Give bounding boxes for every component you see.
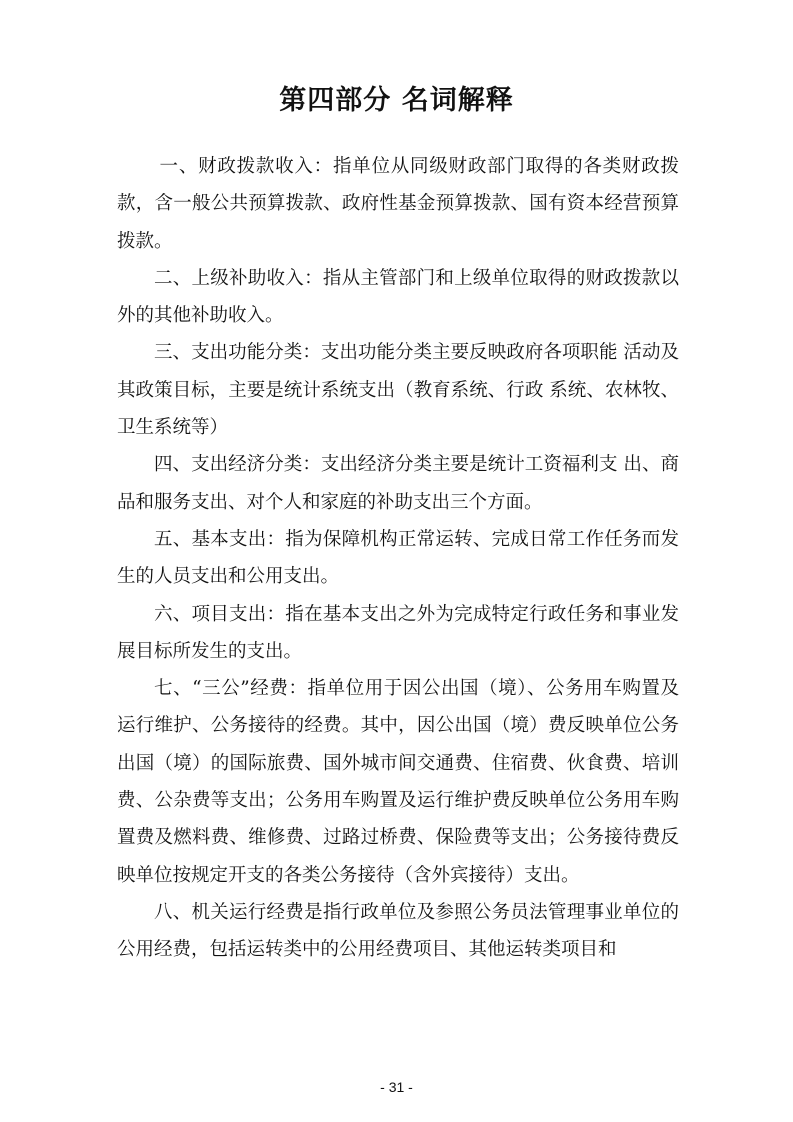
paragraph-basic-expenditure: 五、基本支出：指为保障机构正常运转、完成日常工作任务而发生的人员支出和公用支出。 [117, 528, 679, 588]
paragraph-economic-classification: 四、支出经济分类：支出经济分类主要是统计工资福利支 出、商品和服务支出、对个人和家庭的补助支出三个方面。 [117, 454, 679, 513]
paragraph-three-public-expenses: 七、“三公”经费：指单位用于因公出国（境）、公务用车购置及运行维护、公务接待的经费。其中，因公出国（境）费反映单位公务出国（境）的国际旅费、国外城市间交通费、住宿费、伙食费、培训费、公杂费等支出；公务用车购置及运行维护费反映单位公务用车购置费及燃料费、维修费、过路过桥费、保险费等支出；公务接待费反映单位按规定开支的各类公务接待（含外宾接待）支出。 [117, 678, 679, 886]
paragraph-fiscal-appropriation-income: 一、财政拨款收入：指单位从同级财政部门取得的各类财政拨款，含一般公共预算拨款、政府性基金预算拨款、国有资本经营预算拨款。 [117, 156, 679, 252]
paragraph-functional-classification: 三、支出功能分类：支出功能分类主要反映政府各项职能 活动及其政策目标，主要是统计系统支出（教育系统、行政 系统、农林牧、卫生系统等） [117, 342, 679, 439]
document-body [117, 148, 679, 969]
page-title: 第四部分 名词解释 [279, 85, 514, 116]
page-number: - 31 - [380, 1079, 413, 1095]
paragraph-agency-operating-expenses: 八、机关运行经费是指行政单位及参照公务员法管理事业单位的公用经费，包括运转类中的公用经费项目、其他运转类项目和 [117, 901, 679, 961]
paragraph-superior-subsidy-income: 二、上级补助收入：指从主管部门和上级单位取得的财政拨款以外的其他补助收入。 [117, 267, 679, 327]
paragraph-project-expenditure: 六、项目支出：指在基本支出之外为完成特定行政任务和事业发展目标所发生的支出。 [117, 603, 679, 662]
